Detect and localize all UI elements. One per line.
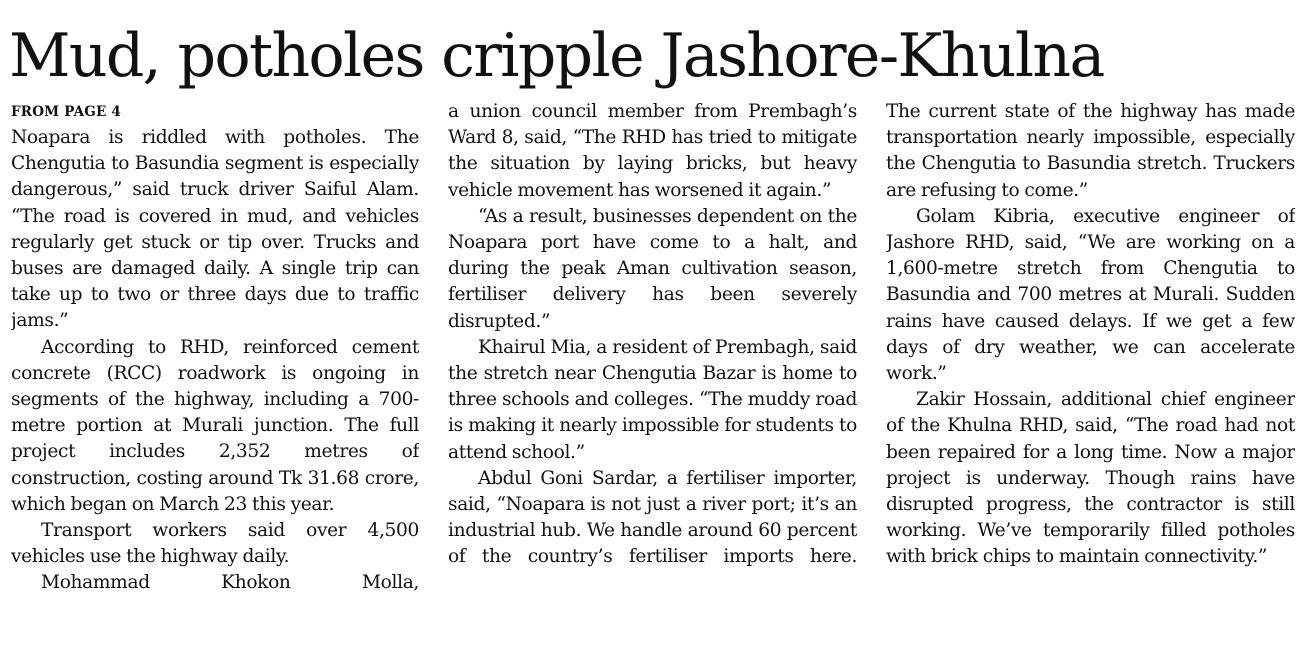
article-headline: Mud, potholes cripple Jashore-Khulna (9, 21, 1104, 91)
body-paragraph: Zakir Hossain, additional chief engineer of the Khulna RHD, said, “The road had not been repaired for a long time. Now a major project is underway. Though rains have disrupted progress, the contractor is still working. We’ve temporarily filled potholes with brick chips to maintain connectivity.” (886, 389, 1295, 568)
article-column-3 (886, 99, 1295, 665)
article-column-2 (448, 99, 857, 665)
body-paragraph: Khairul Mia, a resident of Prembagh, said the stretch near Chengutia Bazar is home to three schools and colleges. “The muddy road is making it nearly impossible for students to attend school.” (448, 336, 857, 463)
body-paragraph: Noapara is riddled with potholes. The Chengutia to Basundia segment is especially dangerous,” said truck driver Saiful Alam. “The road is covered in mud, and vehicles regularly get stuck or tip over. Trucks and buses are damaged daily. A single trip can take up to two or three days due to traffic jams.” (11, 127, 419, 332)
body-paragraph: “As a result, businesses dependent on the Noapara port have come to a halt, and during the peak Aman cultivation season, fertiliser delivery has been severely disrupted.” (448, 205, 857, 332)
continuation-label: FROM PAGE 4 (11, 104, 121, 120)
body-paragraph: a union council member from Prembagh’s Ward 8, said, “The RHD has tried to mitigate the situation by laying bricks, but heavy vehicle movement has worsened it again.” (448, 101, 857, 201)
body-paragraph: Transport workers said over 4,500 vehicles use the highway daily. (11, 520, 419, 568)
body-paragraph: Abdul Goni Sardar, a fertiliser importer, said, “Noapara is not just a river port; it’s an industrial hub. We handle around 60 percent of the country’s fertiliser imports here. (448, 467, 857, 568)
body-paragraph: Mohammad Khokon Molla, (41, 572, 419, 594)
body-paragraph: The current state of the highway has made transportation nearly impossible, especially the Chengutia to Basundia stretch. Truckers are refusing to come.” (886, 101, 1295, 201)
body-paragraph: According to RHD, reinforced cement concrete (RCC) roadwork is ongoing in segments of the highway, including a 700-metre portion at Murali junction. The full project includes 2,352 metres of construction, costing around Tk 31.68 crore, which began on March 23 this year. (11, 336, 419, 515)
body-paragraph: Golam Kibria, executive engineer of Jashore RHD, said, “We are working on a 1,600-metre stretch from Chengutia to Basundia and 700 metres at Murali. Sudden rains have caused delays. If we get a few days of dry weather, we can accelerate work.” (886, 205, 1295, 385)
article-column-1 (11, 99, 419, 665)
